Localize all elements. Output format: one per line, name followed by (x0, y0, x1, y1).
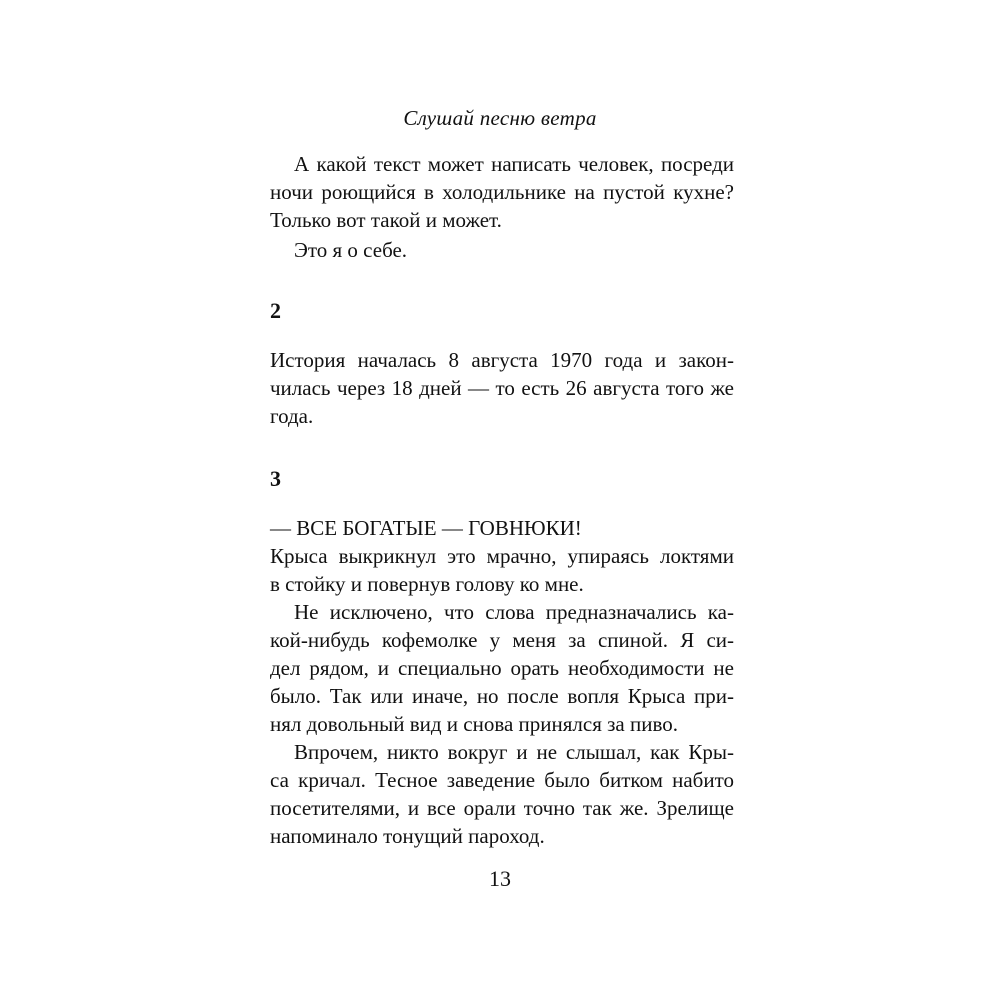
text-line: История началась 8 августа 1970 года и закон- (270, 348, 734, 372)
text-line: А какой текст может написать человек, посреди (294, 152, 734, 176)
text-line: было. Так или иначе, но после вопля Крыса при- (270, 684, 734, 708)
text-line: ночи роющийся в холодильнике на пустой кухне? (270, 180, 734, 204)
text-line: напоминало тонущий пароход. (270, 824, 545, 848)
text-line: Только вот такой и может. (270, 208, 502, 232)
section-heading-3: 3 (270, 466, 281, 491)
text-line: дел рядом, и специально орать необходимости не (270, 656, 734, 680)
text-line: чилась через 18 дней — то есть 26 августа того же (270, 376, 734, 400)
text-line: Это я о себе. (294, 238, 408, 262)
text-line: — ВСЕ БОГАТЫЕ — ГОВНЮКИ! (270, 516, 582, 540)
page-number: 13 (489, 866, 511, 891)
text-line: са кричал. Тесное заведение было битком набито (270, 768, 734, 792)
text-line: посетителями, и все орали точно так же. Зрелище (270, 796, 734, 820)
text-line: Впрочем, никто вокруг и не слышал, как Кры- (294, 740, 734, 764)
text-line: Крыса выкрикнул это мрачно, упираясь локтями (270, 544, 734, 568)
text-line: в стойку и повернув голову ко мне. (270, 572, 584, 596)
text-line: нял довольный вид и снова принялся за пиво. (270, 712, 678, 736)
text-line: года. (270, 404, 314, 428)
running-head: Слушай песню ветра (403, 106, 597, 130)
text-line: Не исключено, что слова предназначались ка- (294, 600, 734, 624)
section-heading-2: 2 (270, 298, 281, 323)
text-line: кой-нибудь кофемолке у меня за спиной. Я си- (270, 628, 734, 652)
